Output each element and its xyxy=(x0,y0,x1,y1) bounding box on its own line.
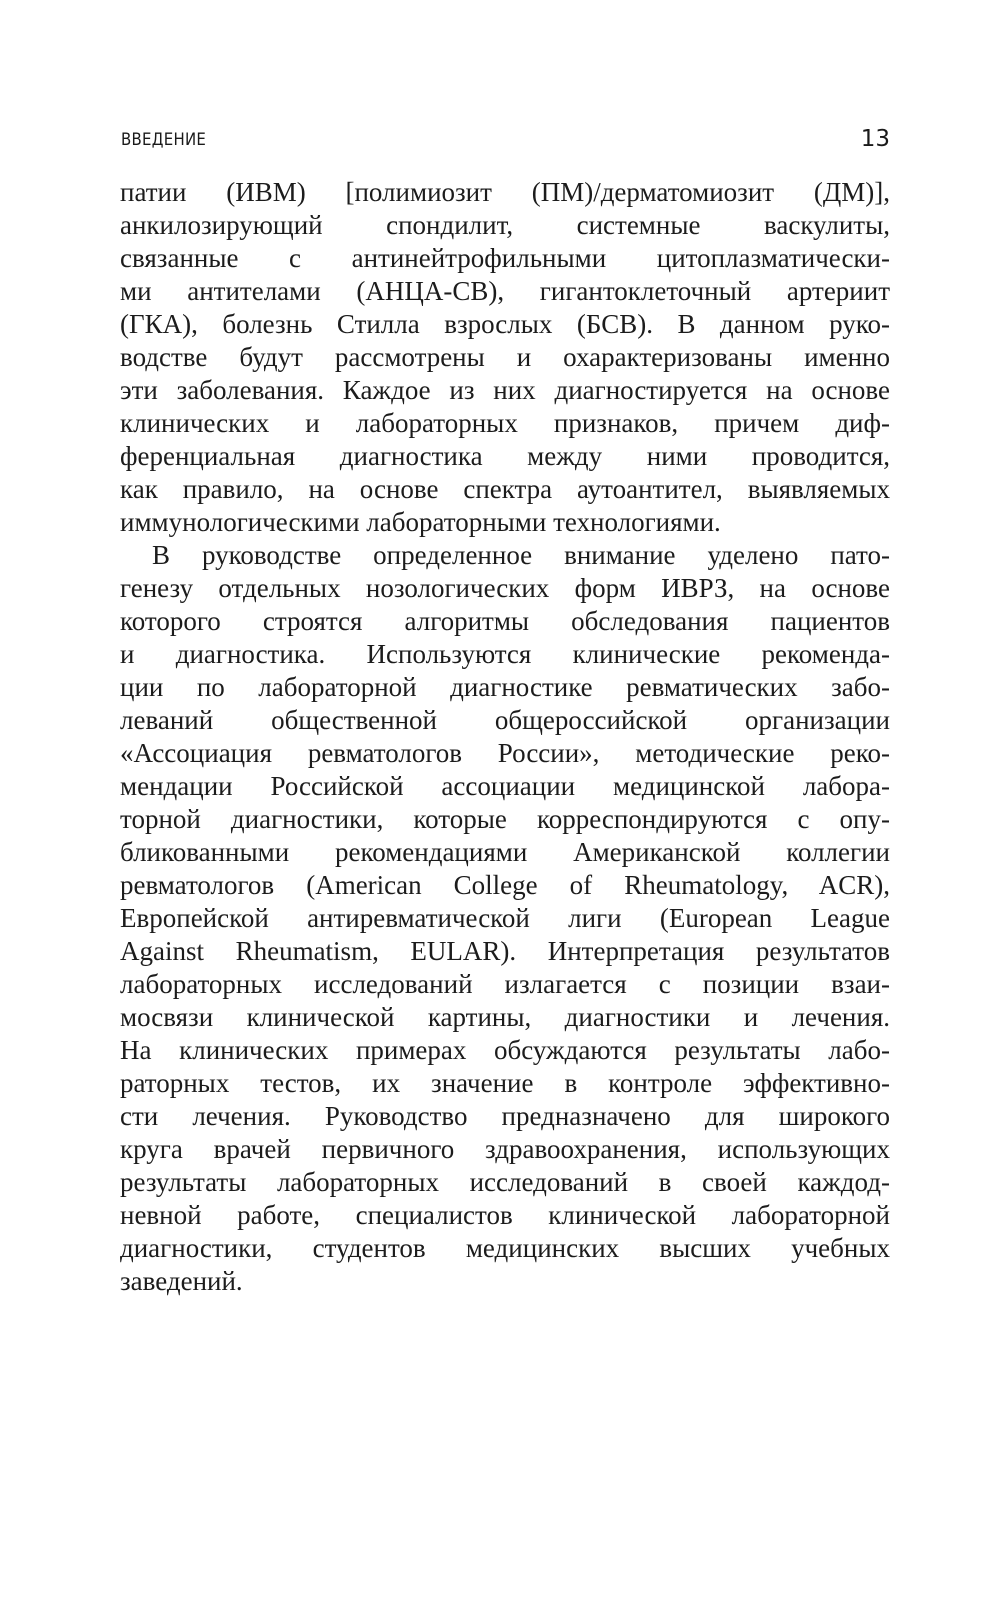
paragraph-1 xyxy=(120,176,890,539)
text-line: мосвязи клинической картины, диагностики и лечения. xyxy=(120,1002,890,1032)
text-line: диагностики, студентов медицинских высших учебных xyxy=(120,1233,890,1263)
text-line: сти лечения. Руководство предназначено для широкого xyxy=(120,1101,890,1131)
text-line: и диагностика. Используются клинические рекоменда- xyxy=(120,639,890,669)
text-line: водстве будут рассмотрены и охарактеризованы именно xyxy=(120,342,890,372)
text-line: «Ассоциация ревматологов России», методические реко- xyxy=(120,738,890,768)
text-line: которого строятся алгоритмы обследования пациентов xyxy=(120,606,890,636)
running-head-section-title: ВВЕДЕНИЕ xyxy=(121,130,207,150)
text-line: ревматологов (American College of Rheumatology, ACR), xyxy=(120,870,890,900)
text-line: ми антителами (АНЦА-СВ), гигантоклеточный артериит xyxy=(120,276,890,306)
text-line: клинических и лабораторных признаков, причем диф- xyxy=(120,408,890,438)
text-line: бликованными рекомендациями Американской коллегии xyxy=(120,837,890,867)
text-line: В руководстве определенное внимание уделено пато- xyxy=(152,540,890,570)
text-line: иммунологическими лабораторными технологиями. xyxy=(120,507,721,537)
text-line: раторных тестов, их значение в контроле эффективно- xyxy=(120,1068,890,1098)
text-line: анкилозирующий спондилит, системные васкулиты, xyxy=(120,210,890,240)
text-line: Европейской антиревматической лиги (European League xyxy=(120,903,890,933)
text-line: связанные с антинейтрофильными цитоплазматически- xyxy=(120,243,890,273)
page-number: 13 xyxy=(860,126,890,152)
text-line: круга врачей первичного здравоохранения, использующих xyxy=(120,1134,890,1164)
text-line: заведений. xyxy=(120,1266,243,1296)
paragraph-2 xyxy=(120,539,890,1298)
text-line: эти заболевания. Каждое из них диагностируется на основе xyxy=(120,375,890,405)
text-line: невной работе, специалистов клинической лабораторной xyxy=(120,1200,890,1230)
body-text xyxy=(120,176,890,1298)
text-line: генезу отдельных нозологических форм ИВРЗ, на основе xyxy=(120,573,890,603)
text-line: ции по лабораторной диагностике ревматических забо- xyxy=(120,672,890,702)
text-line: (ГКА), болезнь Стилла взрослых (БСВ). В данном руко- xyxy=(120,309,890,339)
text-line: патии (ИВМ) [полимиозит (ПМ)/дерматомиозит (ДМ)], xyxy=(120,177,890,207)
text-line: Against Rheumatism, EULAR). Интерпретация результатов xyxy=(120,936,890,966)
text-line: ференциальная диагностика между ними проводится, xyxy=(120,441,890,471)
text-line: торной диагностики, которые корреспондируются с опу- xyxy=(120,804,890,834)
text-line: На клинических примерах обсуждаются результаты лабо- xyxy=(120,1035,890,1065)
text-line: леваний общественной общероссийской организации xyxy=(120,705,890,735)
text-line: лабораторных исследований излагается с позиции взаи- xyxy=(120,969,890,999)
text-line: результаты лабораторных исследований в своей каждод- xyxy=(120,1167,890,1197)
text-line: как правило, на основе спектра аутоантител, выявляемых xyxy=(120,474,890,504)
text-line: мендации Российской ассоциации медицинской лабора- xyxy=(120,771,890,801)
